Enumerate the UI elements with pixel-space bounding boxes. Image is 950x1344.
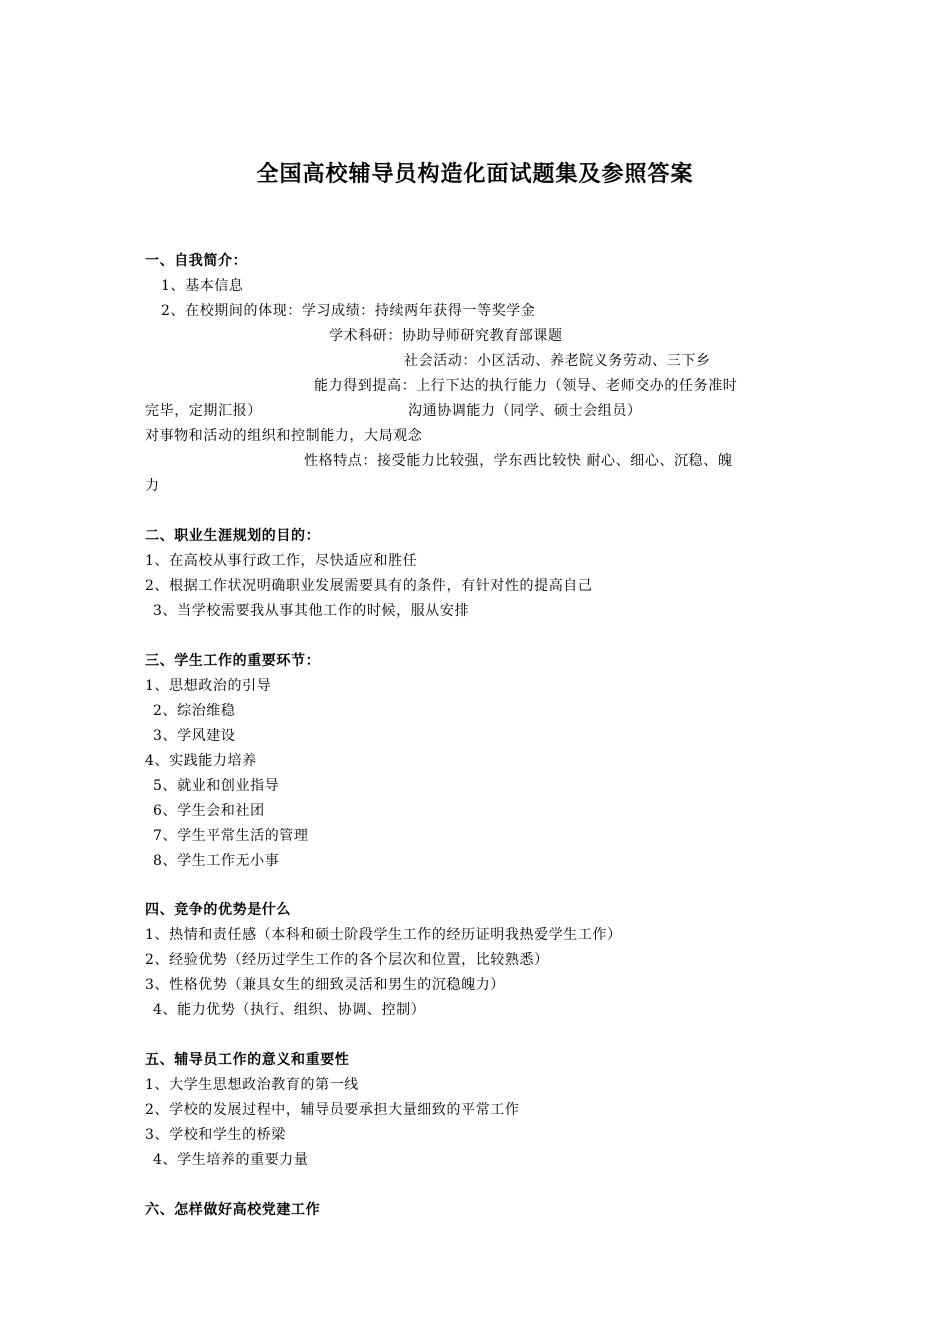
section-1-ability-line-2: 完毕，定期汇报） bbox=[145, 403, 262, 419]
section-2-heading: 二、职业生涯规划的目的： bbox=[145, 528, 321, 544]
section-2-item: 3、当学校需要我从事其他工作的时候，服从安排 bbox=[153, 603, 470, 619]
section-1-social: 社会活动：小区活动、养老院义务劳动、三下乡 bbox=[404, 353, 711, 369]
section-5-item: 4、学生培养的重要力量 bbox=[153, 1152, 309, 1168]
section-3-item: 4、实践能力培养 bbox=[145, 753, 257, 769]
section-1-in-school: 2、在校期间的体现：学习成绩：持续两年获得一等奖学金 bbox=[161, 303, 536, 319]
section-1-character-line-1: 性格特点：接受能力比较强，学东西比较快 耐心、细心、沉稳、魄 bbox=[304, 453, 733, 469]
section-3-item: 3、学风建设 bbox=[153, 728, 236, 744]
section-1-ability-line-1: 能力得到提高：上行下达的执行能力（领导、老师交办的任务准时 bbox=[314, 378, 738, 394]
section-1-character-line-2: 力 bbox=[145, 478, 160, 494]
section-4-item: 2、经验优势（经历过学生工作的各个层次和位置，比较熟悉） bbox=[145, 952, 549, 968]
section-3-item: 2、综治维稳 bbox=[153, 703, 236, 719]
section-2-item: 2、根据工作状况明确职业发展需要具有的条件，有针对性的提高自己 bbox=[145, 578, 593, 594]
section-1-ability-line-4: 对事物和活动的组织和控制能力，大局观念 bbox=[145, 428, 423, 444]
section-1-research: 学术科研：协助导师研究教育部课题 bbox=[329, 328, 563, 344]
section-4-item: 1、热情和责任感（本科和硕士阶段学生工作的经历证明我热爱学生工作） bbox=[145, 927, 622, 943]
section-1-heading: 一、自我简介： bbox=[145, 253, 248, 269]
section-3-heading: 三、学生工作的重要环节： bbox=[145, 653, 321, 669]
section-5-item: 3、学校和学生的桥梁 bbox=[145, 1127, 286, 1143]
section-1-basic-info: 1、基本信息 bbox=[161, 278, 244, 294]
section-1-ability-line-3: 沟通协调能力（同学、硕士会组员） bbox=[408, 403, 642, 419]
section-3-item: 8、学生工作无小事 bbox=[153, 853, 280, 869]
section-2-item: 1、在高校从事行政工作，尽快适应和胜任 bbox=[145, 553, 418, 569]
section-3-item: 1、思想政治的引导 bbox=[145, 678, 272, 694]
section-5-heading: 五、辅导员工作的意义和重要性 bbox=[145, 1052, 350, 1068]
section-3-item: 5、就业和创业指导 bbox=[153, 778, 280, 794]
section-4-item: 3、性格优势（兼具女生的细致灵活和男生的沉稳魄力） bbox=[145, 977, 505, 993]
section-4-heading: 四、竞争的优势是什么 bbox=[145, 902, 291, 918]
section-3-item: 6、学生会和社团 bbox=[153, 803, 265, 819]
section-5-item: 1、大学生思想政治教育的第一线 bbox=[145, 1077, 359, 1093]
section-6-heading: 六、怎样做好高校党建工作 bbox=[145, 1202, 321, 1218]
document-title: 全国高校辅导员构造化面试题集及参照答案 bbox=[256, 161, 694, 187]
section-4-item: 4、能力优势（执行、组织、协调、控制） bbox=[153, 1002, 426, 1018]
section-3-item: 7、学生平常生活的管理 bbox=[153, 828, 309, 844]
section-5-item: 2、学校的发展过程中，辅导员要承担大量细致的平常工作 bbox=[145, 1102, 520, 1118]
